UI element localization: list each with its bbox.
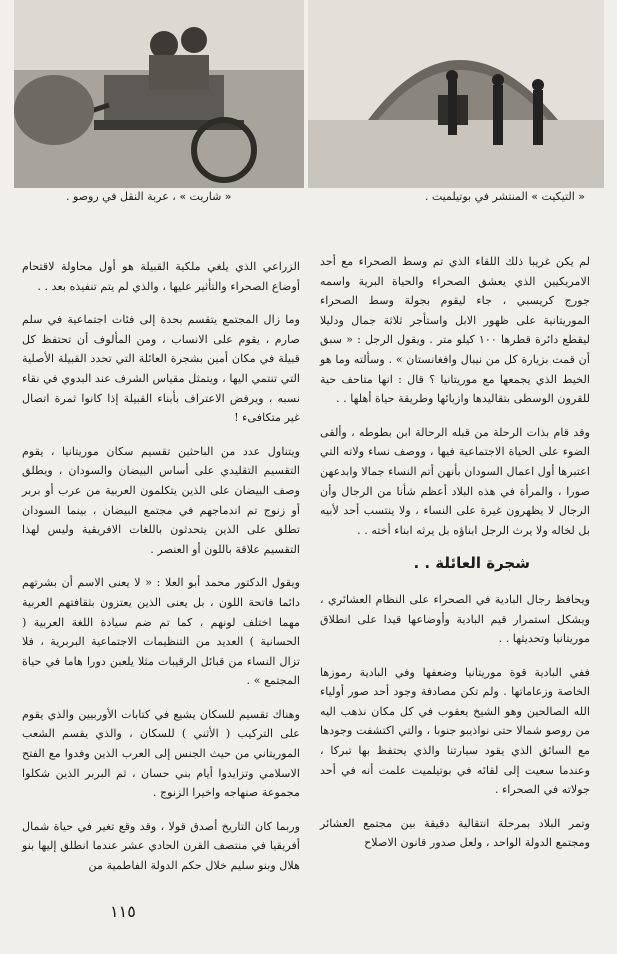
photo-caption-left: « شاريت » ، عربة النقل في روصو . <box>66 190 232 203</box>
paragraph: ويقول الدكتور محمد أبو العلا : « لا يعنى الاسم أن بشرتهم دائما فاتحة اللون ، بل يعنى الذين يعتزون بثقافتهم العربية مهما اختلف لونهم ، كما تم ضم سيادة اللغة العربية ( الحسانية ) العديد من التنظيمات الاجتماعية البربرية ، فلا تزال النساء من قبائل الرقيبات مثلا يلعبن دورا هاما في حياة المجتمع » . <box>22 576 300 688</box>
section-heading: شجرة العائلة . . <box>413 554 530 573</box>
paragraph: لم يكن غريبا ذلك اللقاء الذي تم وسط الصحراء مع أحد الامريكيين الذي يعشق الصحراء والحياة البرية واسمه جورج كريسبي ، جاء ليقوم بجولة وسط الصحراء الموريتانية على ظهور الابل واستأجر ثلاثة جمال ودليلا ليقطع دائرة قطرها ١٠٠ كيلو متر . ويقول الرجل : « سبق أن قمت بزيارة كل من نيبال وافغانستان » . وسألته وما هو الخيط الذي يجمعها مع موريتانيا ؟ قال : انها متاحف حية للقرون الوسطى بتقاليدها وازيائها وطريقة حياة أهلها . . <box>320 255 590 406</box>
article-column-left <box>22 257 300 890</box>
paragraph: ويحافظ رجال البادية في الصحراء على النظام العشائري ، ويشكل استمرار قيم البادية وأوضاعها قيدا على انطلاق موريتانيا وتحديثها . . <box>320 592 590 646</box>
photo-cart-rosso <box>14 0 304 188</box>
paragraph: وهناك تقسيم للسكان يشيع في كتابات الأوربيين والذي يقوم على التركيب ( الأثني ) للسكان ، والذي يقسم الشعب الموريتاني من حيث الجنس إلى العرب الذين وفدوا مع الفتح الاسلامي وتزايدوا أيام بني حسان ، ثم البربر الذين شكلوا مجموعة صنهاجه واخيرا الزنوج . <box>22 707 300 800</box>
paragraph: وما زال المجتمع يتقسم بحدة إلى فئات اجتماعية في سلم صارم ، يقوم على الانساب ، ومن المألوف أن تحتفظ كل قبيلة في مكان أمين بشجرة العائلة التي تحدد القبيلة الأصلية التي تنتمي اليها ، ويتمثل مقياس الشرف عند البدوي في نقاء نسبه ، ويرفض الاعتراف بأبناء القبيلة إذا كانوا ثمرة اتصال غير متكافىء ! <box>22 313 300 425</box>
paragraph: ويتناول عدد من الباحثين تقسيم سكان موريتانيا ، يقوم التقسيم التقليدي على أساس البيضان والسودان ، ويطلق وصف البيضان على الذين يتكلمون العربية من عرب أو بربر أو زنوج تم اندماجهم في مجتمع البيضان ، بينما السودان تطلق على الذين يتحدثون باللغات الافريقية وليس لهذا التقسيم علاقة باللون أو العنصر . <box>22 444 300 556</box>
paragraph: الزراعي الذي يلغي ملكية القبيلة هو أول محاولة لاقتحام أوضاع الصحراء والتأثير عليها ، والذي لم يتم تنفيذه بعد . . <box>22 260 300 293</box>
paragraph: وربما كان التاريخ أصدق قولا ، وقد وقع تغير في حياة شمال أفريقيا في منتصف القرن الحادي عشر عندما انطلق إليها بنو هلال وبنو سليم خلال حكم الدولة الفاطمية من <box>22 819 300 873</box>
paragraph: وتمر البلاد بمرحلة انتقالية دقيقة بين مجتمع العشائر ومجتمع الدولة الواحد ، ولعل صدور قانون الاصلاح <box>320 816 590 850</box>
photo-caption-right: « التيكيت » المنتشر في بوتيلميت . <box>424 190 585 203</box>
photo-huts-boutilimit <box>308 0 604 188</box>
paragraph: وقد قام بذات الرحلة من قبله الرحالة ابن بطوطه ، وألقى الضوء على الحياة الاجتماعية فيها ، ووصف نساء ولاته التي اعتبرها أول اعمال السودان بأنهن أتم النساء جمالا وابدعهن صورا ، والمرأة في هذه البلاد أعظم شأنا من الرجال وأن الرجال لا يظهرون غيرة على النساء ، ولا ينتسب أحد لأبيه بل لخاله ولا يرث الرجل ابناؤه بل يرثه ابناء أخته . . <box>319 425 590 537</box>
paragraph: ففي البادية قوة موريتانيا وضعفها وفي البادية رموزها الخاصة وزعاماتها . ولم تكن مصادفة وجود أحد صور أولياء الله الصالحين وهو الشيخ يعقوب في كل مكان نذهب اليه من روصو شمالا حتى نواذيبو جنوبا ، والتي اكتشفت وجودها مع السائق الذي يقود سيارتنا والذي يحتفظ بها تبركا ، وعندما سعيت إلى لقائه في بوتيلميت علمت أنه في أحد جولاته في الصحراء . <box>320 665 590 797</box>
article-column-right <box>320 252 590 867</box>
page-number: ١١٥ <box>110 902 136 921</box>
